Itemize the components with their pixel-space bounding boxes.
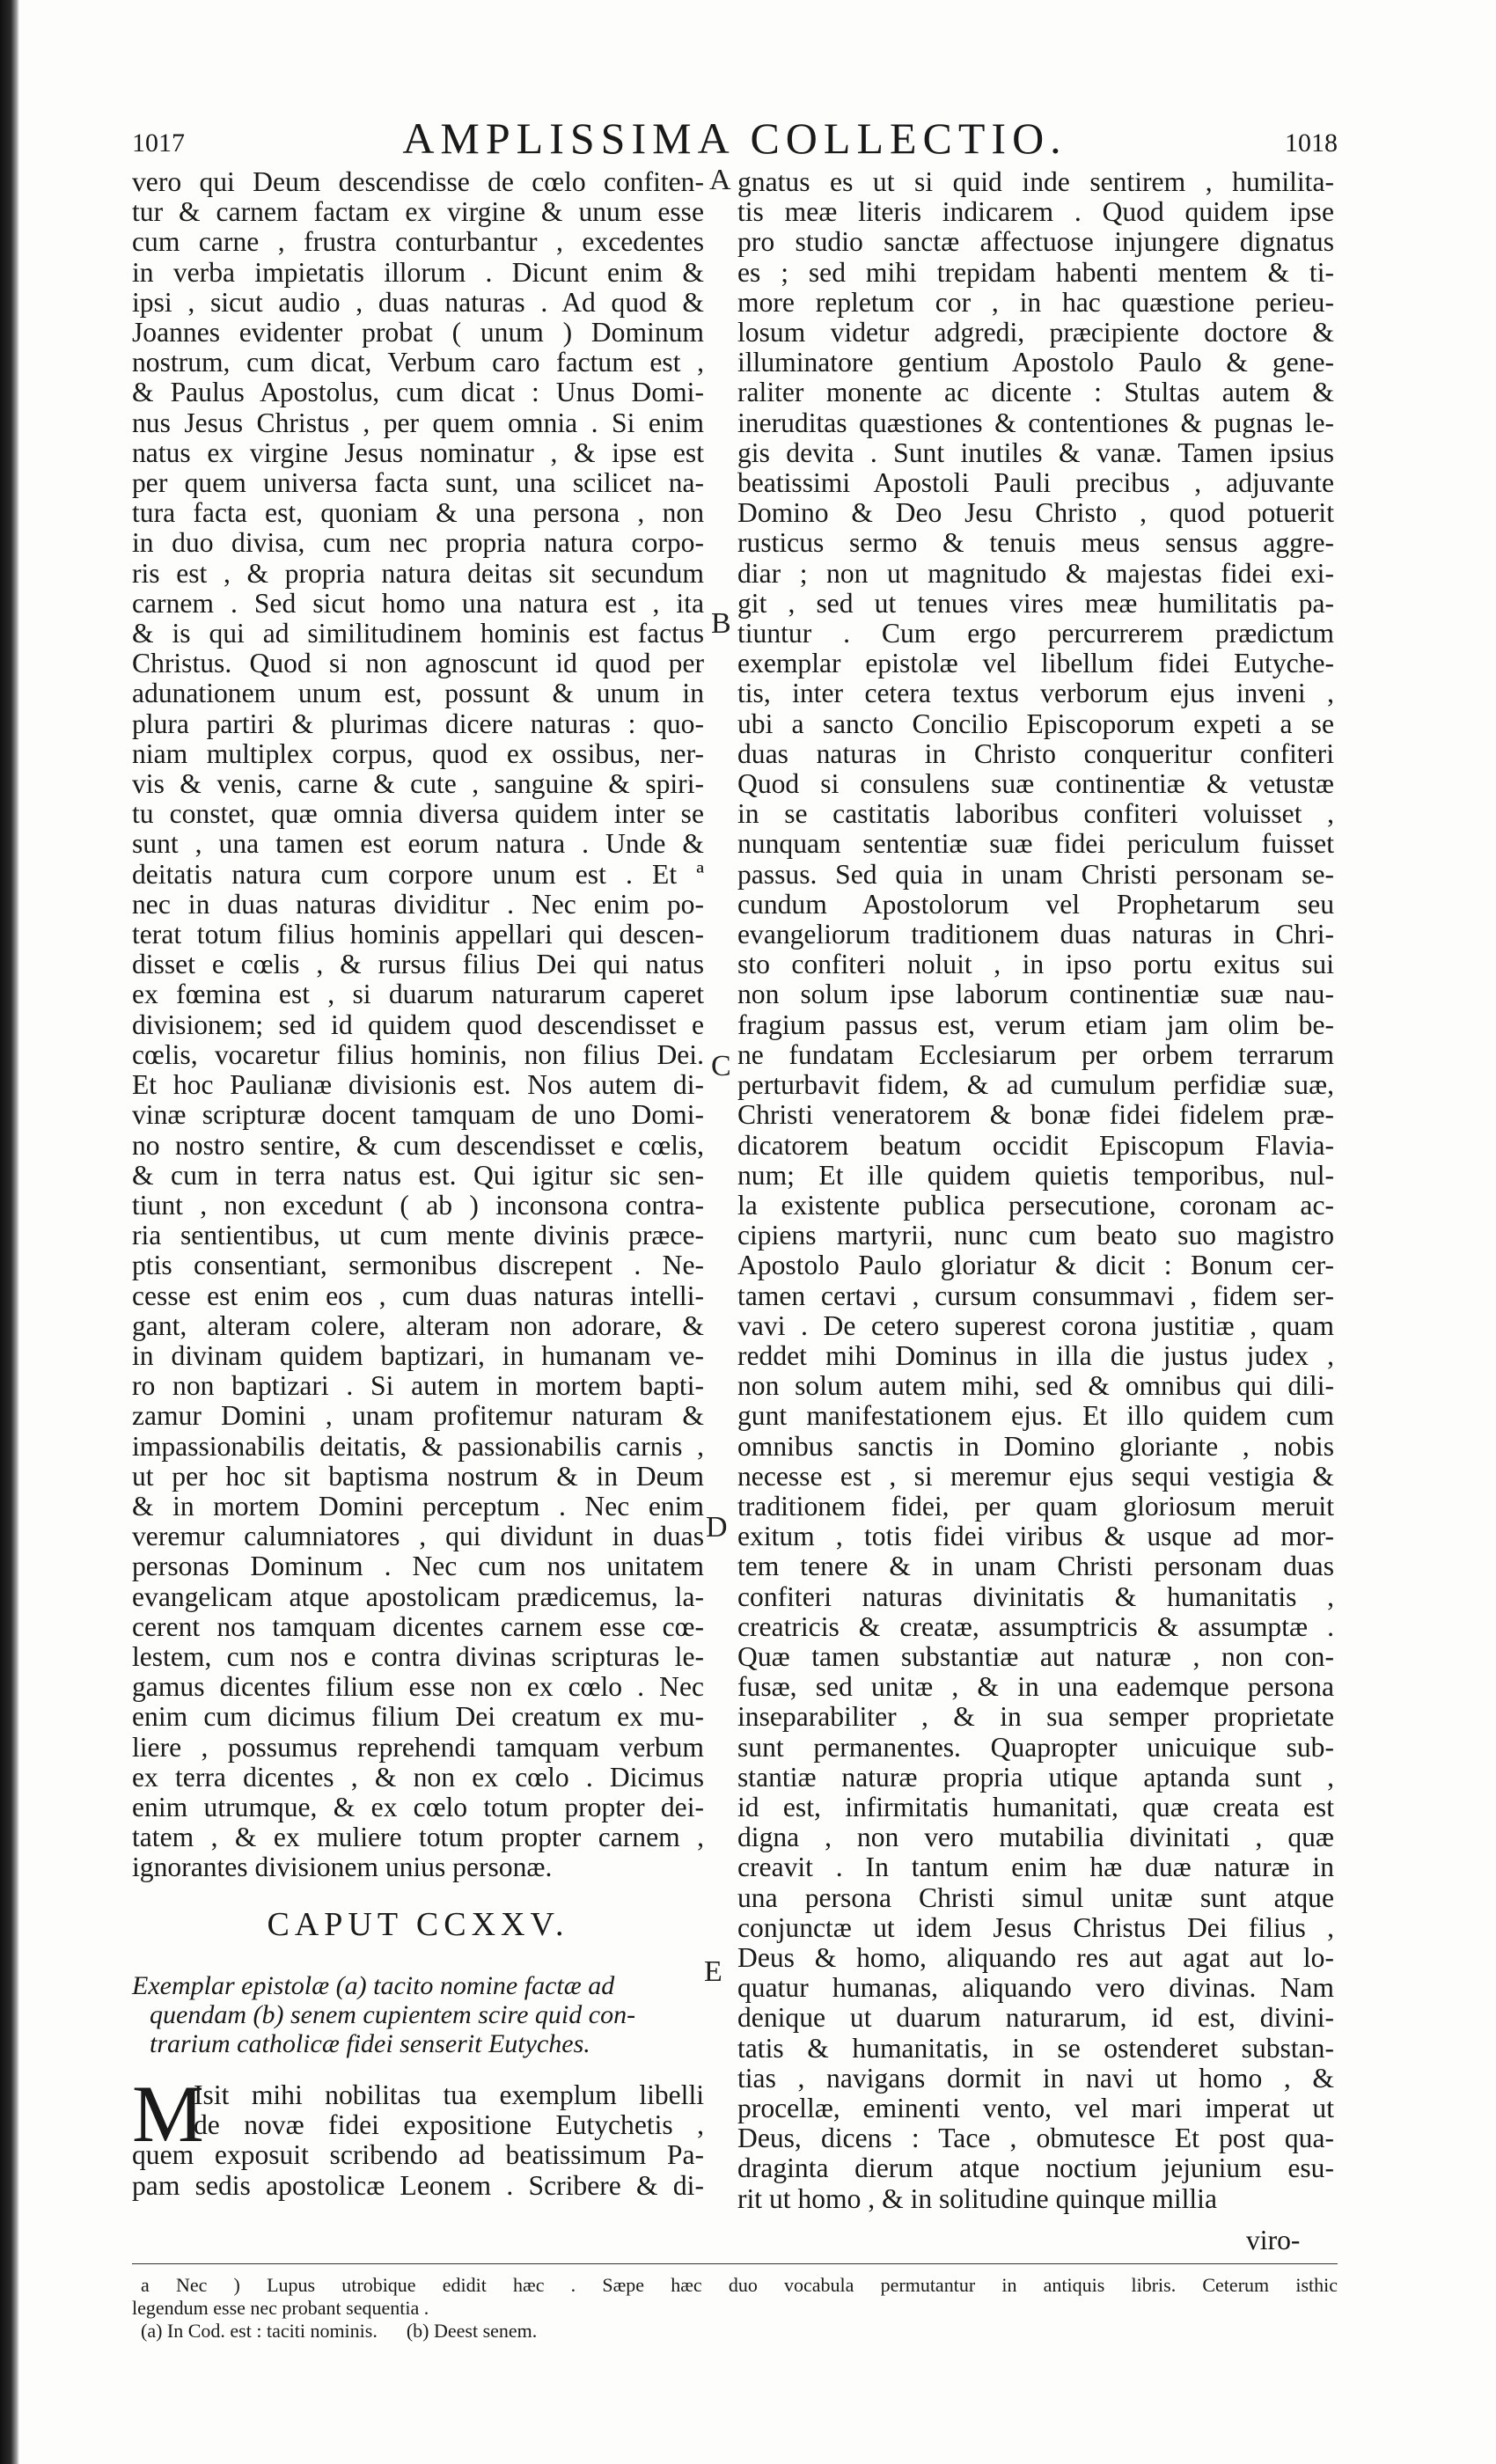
text-line: tamen certavi , cursum consummavi , fidem ser-	[737, 1280, 1334, 1311]
epistle-opening-text	[132, 2069, 704, 2201]
text-line: tis meæ literis indicarem . Quod quidem ipse	[737, 197, 1334, 228]
text-line: gamus dicentes filium esse non ex cœlo . Nec	[132, 1672, 704, 1703]
text-line: evangeliorum traditionem duas naturas in Chri-	[737, 920, 1334, 950]
caput-heading: CAPUT CCXXV.	[267, 1906, 569, 1943]
text-line: & in mortem Domini perceptum . Nec enim	[132, 1491, 704, 1522]
binding-gutter-shadow	[0, 0, 19, 2464]
text-line: gis devita . Sunt inutiles & vanæ. Tamen ipsius	[737, 437, 1334, 468]
text-line: confiteri naturas divinitatis & humanitatis ,	[737, 1581, 1334, 1612]
text-line: carnem . Sed sicut homo una natura est , ita	[132, 588, 704, 619]
text-line: terat totum filius hominis appellari qui descen-	[132, 920, 704, 950]
left-column	[132, 167, 704, 1883]
text-line: una persona Christi simul unitæ sunt atque	[737, 1882, 1334, 1913]
section-marker-e: E	[704, 1955, 722, 1988]
text-line: tatis & humanitatis, in se ostenderet substan-	[737, 2033, 1334, 2064]
text-line: Christus. Quod si non agnoscunt id quod per	[132, 649, 704, 679]
text-line: omnibus sanctis in Domino gloriante , nobis	[737, 1431, 1334, 1462]
text-line: inseparabiliter , & in sua semper proprietate	[737, 1702, 1334, 1733]
text-line: tias , navigans dormit in navi ut homo , &	[737, 2063, 1334, 2094]
text-line: liere , possumus reprehendi tamquam verbum	[132, 1732, 704, 1763]
text-line: traditionem fidei, per quam gloriosum meruit	[737, 1491, 1334, 1522]
text-line: veremur calumniatores , qui dividunt in duas	[132, 1522, 704, 1552]
text-line: dicatorem beatum occidit Episcopum Flavia-	[737, 1130, 1334, 1161]
text-line: cœlis, vocaretur filius hominis, non filius Dei.	[132, 1039, 704, 1070]
text-line: rusticus sermo & tenuis meus sensus aggre-	[737, 528, 1334, 559]
text-line: tatem , & ex muliere totum propter carnem ,	[132, 1822, 704, 1853]
text-line: ris est , & propria natura deitas sit secundum	[132, 558, 704, 589]
text-line: per quem universa facta sunt, una scilicet na-	[132, 468, 704, 499]
epistle-title-line: Exemplar epistolæ (a) tacito nomine factæ ad	[132, 1971, 615, 2000]
text-line: non solum ipse laborum continentiæ suæ nau-	[737, 979, 1334, 1010]
catchword: viro-	[1246, 2225, 1301, 2255]
epistle-title-line: trarium catholicæ fidei senserit Eutyches.	[150, 2029, 590, 2058]
text-line: & Paulus Apostolus, cum dicat : Unus Domi-	[132, 378, 704, 408]
text-line: Domino & Deo Jesu Christo , quod potuerit	[737, 498, 1334, 529]
text-line: creatricis & creatæ, assumptricis & assumptæ .	[737, 1611, 1334, 1642]
text-line: personas Dominum . Nec cum nos unitatem	[132, 1551, 704, 1582]
text-line: tis, inter cetera textus verborum ejus inveni ,	[737, 678, 1334, 709]
text-line: more repletum cor , in hac quæstione perieu-	[737, 287, 1334, 318]
text-line: exemplar epistolæ vel libellum fidei Eutyche-	[737, 649, 1334, 679]
text-line: sunt , una tamen est eorum natura . Unde &	[132, 829, 704, 860]
text-line: adunationem unum est, possunt & unum in	[132, 678, 704, 709]
text-line: vinæ scripturæ docent tamquam de uno Domi-	[132, 1100, 704, 1131]
text-line: nec in duas naturas dividitur . Nec enim po-	[132, 889, 704, 920]
section-marker-b: B	[711, 607, 731, 640]
text-line: ptis consentiant, sermonibus discrepent . Ne-	[132, 1250, 704, 1281]
text-line: nus Jesus Christus , per quem omnia . Si enim	[132, 407, 704, 438]
text-line: tem tenere & in unam Christi personam duas	[737, 1551, 1334, 1582]
text-line: cundum Apostolorum vel Prophetarum seu	[737, 889, 1334, 920]
text-line: Deus & homo, aliquando res aut agat aut lo-	[737, 1942, 1334, 1973]
text-line: Apostolo Paulo gloriatur & dicit : Bonum cer-	[737, 1250, 1334, 1281]
page-header	[132, 113, 1338, 165]
text-line: evangelicam atque apostolicam prædicemus, la-	[132, 1581, 704, 1612]
epistle-body-line: de novæ fidei expositione Eutychetis ,	[194, 2110, 704, 2141]
section-marker-d: D	[706, 1511, 728, 1544]
text-line: ineruditas quæstiones & contentiones & pugnas le-	[737, 407, 1334, 438]
text-line: reddet mihi Dominus in illa die justus judex ,	[737, 1340, 1334, 1371]
text-line: enim utrumque, & ex cœlo totum propter dei-	[132, 1792, 704, 1822]
text-line: ne fundatam Ecclesiarum per orbem terrarum	[737, 1039, 1334, 1070]
text-line: impassionabilis deitatis, & passionabilis carnis ,	[132, 1431, 704, 1462]
page-number-left: 1017	[132, 128, 185, 158]
text-line: nostrum, cum dicat, Verbum caro factum est ,	[132, 348, 704, 378]
text-line: id est, infirmitatis humanitati, quæ creata est	[737, 1792, 1334, 1822]
text-line: procellæ, eminenti vento, vel mari imperat ut	[737, 2094, 1334, 2123]
text-line: divisionem; sed id quidem quod descendisset e	[132, 1009, 704, 1040]
text-line: lestem, cum nos e contra divinas scripturas le-	[132, 1641, 704, 1672]
text-line: non solum autem mihi, sed & omnibus qui dili-	[737, 1371, 1334, 1402]
section-marker-c: C	[711, 1050, 731, 1082]
text-line: plura partiri & plurimas dicere naturas : quo-	[132, 708, 704, 739]
text-line: cum carne , frustra conturbantur , excedentes	[132, 227, 704, 258]
text-line: diar ; non ut magnitudo & majestas fidei exi-	[737, 558, 1334, 589]
text-line: ut per hoc sit baptisma nostrum & in Deum	[132, 1461, 704, 1492]
text-line: tiunt , non excedunt ( ab ) inconsona contra-	[132, 1190, 704, 1221]
text-line: exitum , totis fidei viribus & usque ad mor-	[737, 1522, 1334, 1552]
text-line: passus. Sed quia in unam Christi personam se-	[737, 859, 1334, 890]
text-line: rit ut homo , & in solitudine quinque millia	[737, 2183, 1217, 2214]
text-line: Et hoc Paulianæ divisionis est. Nos autem di-	[132, 1070, 704, 1101]
epistle-body-line: pam sedis apostolicæ Leonem . Scribere & di-	[132, 2170, 704, 2201]
page-number-right: 1018	[1285, 128, 1338, 158]
text-line: vis & venis, carne & cute , sanguine & spiri-	[132, 769, 704, 800]
text-line: gant, alteram colere, alteram non adorare, &	[132, 1310, 704, 1341]
text-line: ro non baptizari . Si autem in mortem bapti-	[132, 1371, 704, 1402]
text-line: necesse est , si meremur ejus sequi vestigia &	[737, 1461, 1334, 1492]
text-line: ubi a sancto Concilio Episcoporum expeti a se	[737, 708, 1334, 739]
text-line: cipiens martyrii, nunc cum beato suo magistro	[737, 1221, 1334, 1251]
text-line: perturbavit fidem, & ad cumulum perfidiæ suæ,	[737, 1070, 1334, 1101]
text-line: ex fœmina est , si duarum naturarum caperet	[132, 979, 704, 1010]
text-line: deitatis natura cum corpore unum est . Et ª	[132, 859, 704, 890]
text-line: creavit . In tantum enim hæ duæ naturæ in	[737, 1852, 1334, 1883]
text-line: Quod si consulens suæ continentiæ & vetustæ	[737, 769, 1334, 800]
text-line: losum videtur adgredi, præcipiente doctore &	[737, 318, 1334, 348]
text-line: niam multiplex corpus, quod ex ossibus, ner-	[132, 738, 704, 769]
text-line: digna , non vero mutabilia divinitati , quæ	[737, 1822, 1334, 1853]
text-line: enim cum dicimus filium Dei creatum ex mu-	[132, 1702, 704, 1733]
text-line: vavi . De cetero superest corona justitiæ , quam	[737, 1310, 1334, 1341]
text-line: tura facta est, quoniam & una persona , non	[132, 498, 704, 529]
text-line: sto confiteri noluit , in ipso portu exitus sui	[737, 950, 1334, 980]
text-line: cerent nos tamquam dicentes carnem esse cœ-	[132, 1611, 704, 1642]
text-line: denique ut duarum naturarum, id est, divini-	[737, 2003, 1334, 2034]
text-line: ipsi , sicut audio , duas naturas . Ad quod &	[132, 287, 704, 318]
text-line: gnatus es ut si quid inde sentirem , humilita-	[737, 167, 1334, 197]
running-title: AMPLISSIMA COLLECTIO.	[402, 114, 1067, 163]
text-line: tur & carnem factam ex virgine & unum esse	[132, 197, 704, 228]
epistle-title	[132, 1971, 695, 2058]
text-line: & cum in terra natus est. Qui igitur sic sen-	[132, 1160, 704, 1191]
text-line: quatur humanas, aliquando vero divinas. Nam	[737, 1973, 1334, 2004]
epistle-body-line: quem exposuit scribendo ad beatissimum Pa-	[132, 2140, 704, 2171]
text-line: in duo divisa, cum nec propria natura corpo-	[132, 528, 704, 559]
text-line: Quæ tamen substantiæ aut naturæ , non con-	[737, 1641, 1334, 1672]
text-line: sunt permanentes. Quapropter unicuique sub-	[737, 1732, 1334, 1763]
text-line: tu constet, quæ omnia diversa quidem inter se	[132, 799, 704, 830]
footnote-line: (a) In Cod. est : taciti nominis. (b) Deest senem.	[141, 2320, 538, 2342]
section-marker-a: A	[709, 164, 731, 196]
text-line: cesse est enim eos , cum duas naturas intelli-	[132, 1280, 704, 1311]
text-line: git , sed ut tenues vires meæ humilitatis pa-	[737, 588, 1334, 619]
epistle-body-line: Isit mihi nobilitas tua exemplum libelli	[194, 2080, 704, 2110]
text-line: raliter monente ac dicente : Stultas autem &	[737, 378, 1334, 408]
text-line: Deus, dicens : Tace , obmutesce Et post qua-	[737, 2123, 1334, 2154]
footnote-line: legendum esse nec probant sequentia .	[132, 2297, 429, 2319]
text-line: num; Et ille quidem quietis temporibus, nul-	[737, 1160, 1334, 1191]
text-line: in verba impietatis illorum . Dicunt enim &	[132, 257, 704, 288]
text-line: fragium passus est, verum etiam jam olim be-	[737, 1009, 1334, 1040]
text-line: in divinam quidem baptizari, in humanam ve-	[132, 1340, 704, 1371]
text-line: illuminatore gentium Apostolo Paulo & gene-	[737, 348, 1334, 378]
text-line: ria sentientibus, ut cum mente divinis præce-	[132, 1221, 704, 1251]
text-line: ignorantes divisionem unius personæ.	[132, 1852, 553, 1883]
text-line: beatissimi Apostoli Pauli precibus , adjuvante	[737, 468, 1334, 499]
text-line: stantiæ naturæ propria utique aptanda sunt ,	[737, 1762, 1334, 1793]
text-line: ex terra dicentes , & non ex cœlo . Dicimus	[132, 1762, 704, 1793]
text-line: draginta dierum atque noctium jejunium esu-	[737, 2153, 1334, 2184]
text-line: in se castitatis laboribus confiteri voluisset ,	[737, 799, 1334, 830]
text-line: disset e cœlis , & rursus filius Dei qui natus	[132, 950, 704, 980]
text-line: conjunctæ ut idem Jesus Christus Dei filius ,	[737, 1912, 1334, 1943]
footnote-line: a Nec ) Lupus utrobique edidit hæc . Sæpe hæc duo vocabula permutantur in antiquis libris. Ceterum isthic	[141, 2274, 1338, 2296]
text-line: Joannes evidenter probat ( unum ) Dominum	[132, 318, 704, 348]
text-line: pro studio sanctæ affectuose injungere dignatus	[737, 227, 1334, 258]
text-line: zamur Domini , unam profitemur naturam &	[132, 1401, 704, 1432]
text-line: es ; sed mihi trepidam habenti mentem & ti-	[737, 257, 1334, 288]
text-line: fusæ, sed unitæ , & in una eademque persona	[737, 1672, 1334, 1703]
footnotes	[132, 2274, 1338, 2343]
text-line: la existente publica persecutione, coronam ac-	[737, 1190, 1334, 1221]
text-line: nunquam sententiæ suæ fidei periculum fuisset	[737, 829, 1334, 860]
text-line: & is qui ad similitudinem hominis est factus	[132, 619, 704, 649]
right-column	[737, 167, 1334, 2214]
text-line: Christi veneratorem & bonæ fidei fidelem præ-	[737, 1100, 1334, 1131]
text-line: no nostro sentire, & cum descendisset e cœlis,	[132, 1130, 704, 1161]
text-line: gunt manifestationem ejus. Et illo quidem cum	[737, 1401, 1334, 1432]
epistle-title-line: quendam (b) senem cupientem scire quid con-	[150, 2000, 636, 2029]
text-line: tiuntur . Cum ergo percurrerem prædictum	[737, 619, 1334, 649]
text-line: natus ex virgine Jesus nominatur , & ipse est	[132, 437, 704, 468]
text-line: vero qui Deum descendisse de cœlo confiten-	[132, 167, 704, 197]
drop-capital: M	[132, 2069, 204, 2159]
footnote-rule	[132, 2263, 1338, 2264]
text-line: duas naturas in Christo conqueritur confiteri	[737, 738, 1334, 769]
